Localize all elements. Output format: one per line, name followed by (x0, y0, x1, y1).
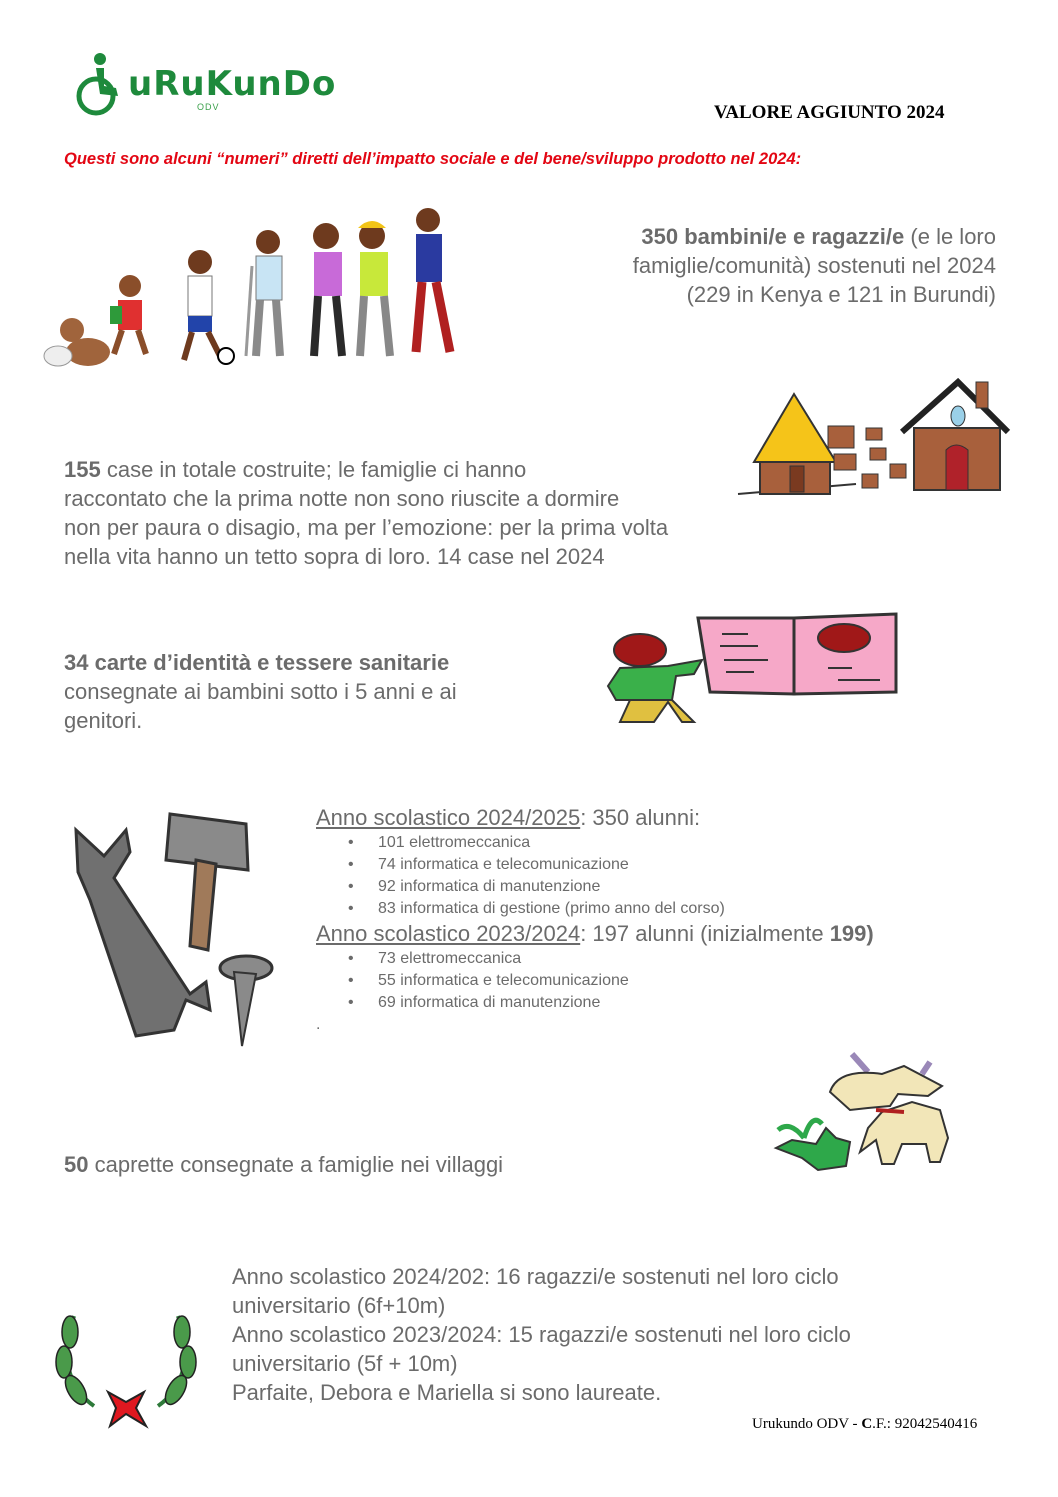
list-item: • 73 elettromeccanica (316, 948, 1016, 970)
goat-illustration (772, 1048, 958, 1174)
university-line3: Anno scolastico 2023/2024: 15 ragazzi/e sostenuti nel loro ciclo (232, 1322, 851, 1347)
goats-section (64, 1150, 503, 1179)
houses-line2: raccontato che la prima notte non sono riuscite a dormire (64, 486, 620, 511)
logo-text: uRuKunDo (128, 64, 337, 104)
list-item: • 83 informatica di gestione (primo anno del corso) (316, 898, 1016, 920)
children-bold: 350 bambini/e e ragazzi/e (641, 224, 905, 249)
laurel-wreath-illustration (46, 1296, 206, 1430)
list-item: • 69 informatica di manutenzione (316, 992, 1016, 1014)
cards-line3: genitori. (64, 708, 143, 733)
children-line3: (229 in Kenya e 121 in Burundi) (686, 282, 996, 307)
wheelchair-person-logo-icon (74, 52, 124, 118)
footer-bold: C (861, 1416, 873, 1432)
school-year1-label: Anno scolastico 2024/2025 (316, 805, 581, 830)
school-year2-heading (316, 920, 1016, 948)
houses-bold: 155 (64, 457, 101, 482)
document-title: VALORE AGGIUNTO 2024 (714, 102, 945, 123)
school-dot: . (316, 1016, 321, 1033)
school-section (316, 804, 1016, 1036)
cards-section (64, 648, 564, 735)
list-item: • 92 informatica di manutenzione (316, 876, 1016, 898)
university-section (232, 1262, 1012, 1407)
people-growth-illustration (30, 206, 470, 382)
children-text1: (e le loro (904, 224, 996, 249)
children-line2: famiglie/comunità) sostenuti nel 2024 (632, 253, 996, 278)
school-year1-list (316, 832, 1016, 920)
goats-text: caprette consegnate a famiglie nei villaggi (88, 1152, 504, 1177)
list-item: • 74 informatica e telecomunicazione (316, 854, 1016, 876)
tools-illustration (70, 800, 280, 1050)
houses-line4: nella vita hanno un tetto sopra di loro. 14 case nel 2024 (64, 544, 605, 569)
school-year1-rest: : 350 alunni: (580, 805, 701, 830)
university-line5: Parfaite, Debora e Mariella si sono laureate. (232, 1380, 662, 1405)
identity-card-illustration (598, 610, 902, 726)
footer (752, 1416, 977, 1433)
intro-text: Questi sono alcuni “numeri” diretti dell’impatto sociale e del bene/sviluppo prodotto nel 2024: (64, 150, 802, 168)
school-year1-heading (316, 804, 1016, 832)
houses-line3: non per paura o disagio, ma per l’emozione: per la prima volta (64, 515, 669, 540)
houses-section (64, 455, 754, 571)
school-year2-list (316, 948, 1016, 1014)
school-year2-rest: : 197 alunni (inizialmente (580, 921, 830, 946)
list-item: • 101 elettromeccanica (316, 832, 1016, 854)
school-year2-label: Anno scolastico 2023/2024 (316, 921, 581, 946)
footer-text1: Urukundo ODV - (752, 1416, 862, 1432)
school-year2-bold: 199) (829, 921, 874, 946)
logo (74, 52, 337, 118)
logo-sub: ODV (197, 102, 220, 112)
goats-bold: 50 (64, 1152, 89, 1177)
university-line2: universitario (6f+10m) (232, 1293, 446, 1318)
houses-line1: case in totale costruite; le famiglie ci hanno (100, 457, 527, 482)
footer-text2: .F.: 92042540416 (872, 1416, 978, 1432)
children-section (560, 222, 996, 309)
university-line4: universitario (5f + 10m) (232, 1351, 458, 1376)
list-item: • 55 informatica e telecomunicazione (316, 970, 1016, 992)
university-line1: Anno scolastico 2024/202: 16 ragazzi/e sostenuti nel loro ciclo (232, 1264, 839, 1289)
houses-illustration (736, 378, 1012, 500)
cards-line2: consegnate ai bambini sotto i 5 anni e ai (64, 679, 457, 704)
cards-bold: 34 carte d’identità e tessere sanitarie (64, 650, 450, 675)
